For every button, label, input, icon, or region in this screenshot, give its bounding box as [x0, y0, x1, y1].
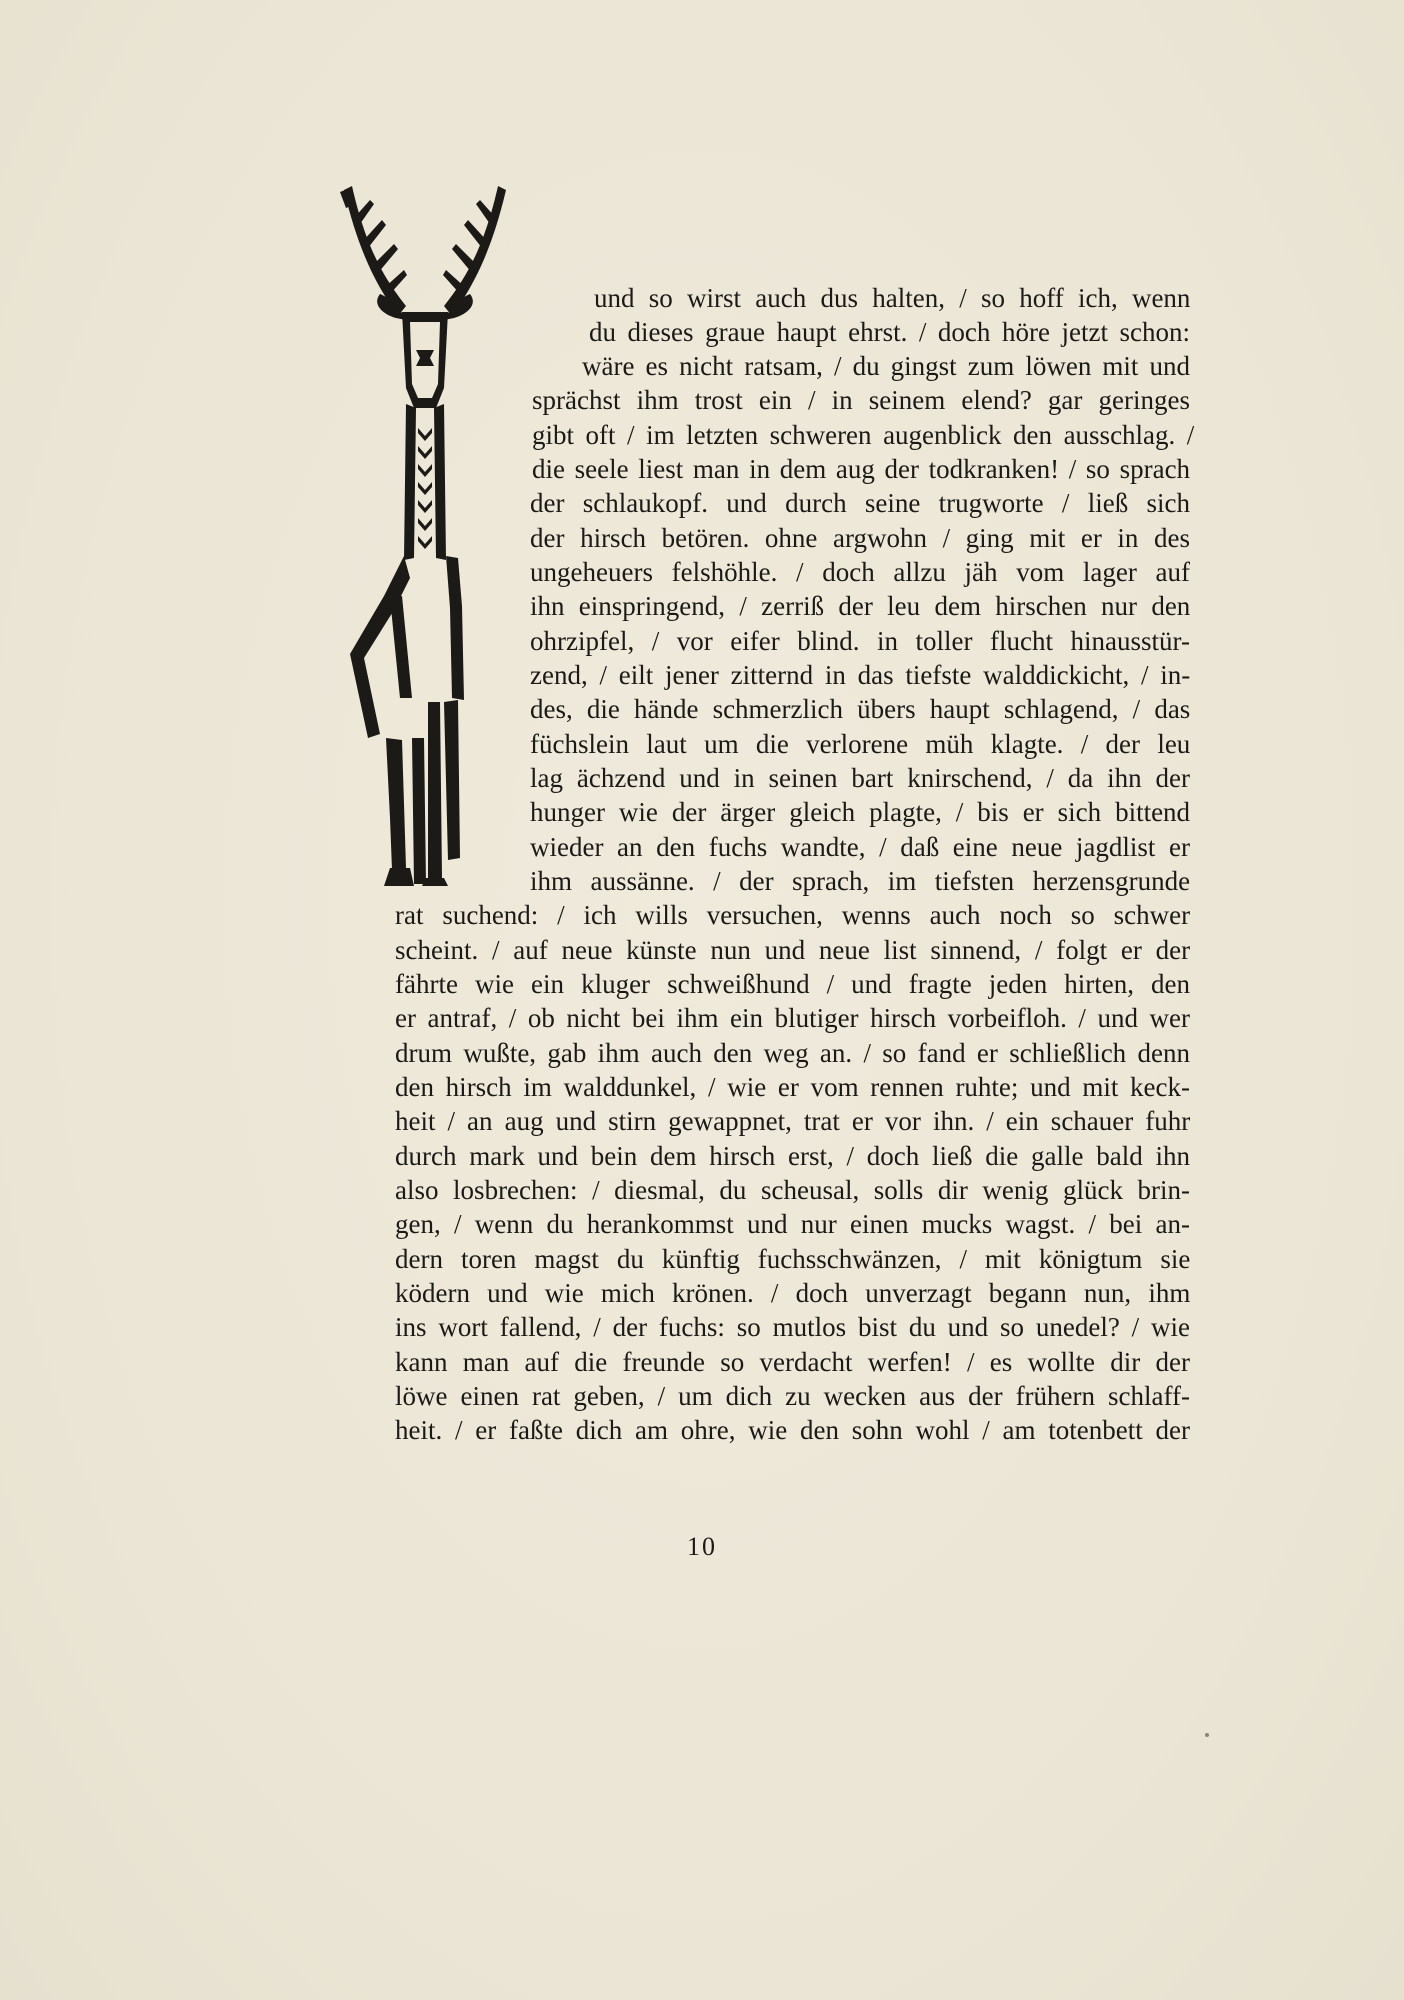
- text-line-30: ködern und wie mich krönen. / doch unverzagt begann nun, ihm: [395, 1278, 1191, 1308]
- text-line-25: heit / an aug und stirn gewappnet, trat er vor ihn. / ein schauer fuhr: [395, 1106, 1191, 1136]
- text-line-4: sprächst ihm trost ein / in seinem elend? gar geringes: [532, 385, 1190, 415]
- text-line-29: dern toren magst du künftig fuchsschwänzen, / mit königtum sie: [395, 1244, 1191, 1274]
- text-line-10: ihn einspringend, / zerriß der leu dem hirschen nur den: [530, 591, 1191, 621]
- page-number: 10: [687, 1532, 717, 1561]
- text-line-12: zend, / eilt jener zitternd in das tiefste walddickicht, / in-: [530, 660, 1191, 690]
- text-line-14: füchslein laut um die verlorene müh klagte. / der leu: [530, 729, 1191, 759]
- text-line-33: löwe einen rat geben, / um dich zu wecken aus der frühern schlaff-: [395, 1381, 1190, 1411]
- text-line-22: er antraf, / ob nicht bei ihm ein blutiger hirsch vorbeifloh. / und wer: [395, 1003, 1190, 1033]
- text-line-23: drum wußte, gab ihm auch den weg an. / so fand er schließlich denn: [395, 1038, 1190, 1068]
- text-line-34: heit. / er faßte dich am ohre, wie den sohn wohl / am totenbett der: [395, 1415, 1190, 1445]
- text-line-16: hunger wie der ärger gleich plagte, / bis er sich bittend: [530, 797, 1191, 827]
- text-line-31: ins wort fallend, / der fuchs: so mutlos bist du und so unedel? / wie: [395, 1312, 1190, 1342]
- stag-illustration: [340, 178, 510, 886]
- text-line-2: du dieses graue haupt ehrst. / doch höre jetzt schon:: [589, 317, 1190, 347]
- text-line-13: des, die hände schmerzlich übers haupt schlagend, / das: [530, 694, 1191, 724]
- text-line-1: und so wirst auch dus halten, / so hoff ich, wenn: [594, 283, 1191, 313]
- text-line-19: rat suchend: / ich wills versuchen, wenns auch noch so schwer: [395, 900, 1191, 930]
- text-line-28: gen, / wenn du herankommst und nur einen mucks wagst. / bei an-: [395, 1209, 1190, 1239]
- text-line-15: lag ächzend und in seinen bart knirschend, / da ihn der: [530, 763, 1190, 793]
- text-line-24: den hirsch im walddunkel, / wie er vom rennen ruhte; und mit keck-: [395, 1072, 1190, 1102]
- text-line-26: durch mark und bein dem hirsch erst, / doch ließ die galle bald ihn: [395, 1141, 1190, 1171]
- paper-speck: [1205, 1733, 1209, 1737]
- text-line-32: kann man auf die freunde so verdacht werfen! / es wollte dir der: [395, 1347, 1190, 1377]
- text-line-18: ihm aussänne. / der sprach, im tiefsten herzensgrunde: [530, 866, 1191, 896]
- text-line-11: ohrzipfel, / vor eifer blind. in toller flucht hinausstür-: [530, 626, 1190, 656]
- text-line-3: wäre es nicht ratsam, / du gingst zum löwen mit und: [582, 351, 1190, 381]
- text-line-8: der hirsch betören. ohne argwohn / ging mit er in des: [530, 523, 1190, 553]
- text-line-17: wieder an den fuchs wandte, / daß eine neue jagdlist er: [530, 832, 1190, 862]
- text-line-6: die seele liest man in dem aug der todkranken! / so sprach: [532, 454, 1191, 484]
- text-line-9: ungeheuers felshöhle. / doch allzu jäh vom lager auf: [530, 557, 1190, 587]
- text-line-5: gibt oft / im letzten schweren augenblick den ausschlag. /: [532, 420, 1195, 450]
- text-line-20: scheint. / auf neue künste nun und neue list sinnend, / folgt er der: [395, 935, 1191, 965]
- text-line-7: der schlaukopf. und durch seine trugworte / ließ sich: [530, 488, 1190, 518]
- text-line-21: fährte wie ein kluger schweißhund / und fragte jeden hirten, den: [395, 969, 1191, 999]
- text-line-27: also losbrechen: / diesmal, du scheusal, solls dir wenig glück brin-: [395, 1175, 1190, 1205]
